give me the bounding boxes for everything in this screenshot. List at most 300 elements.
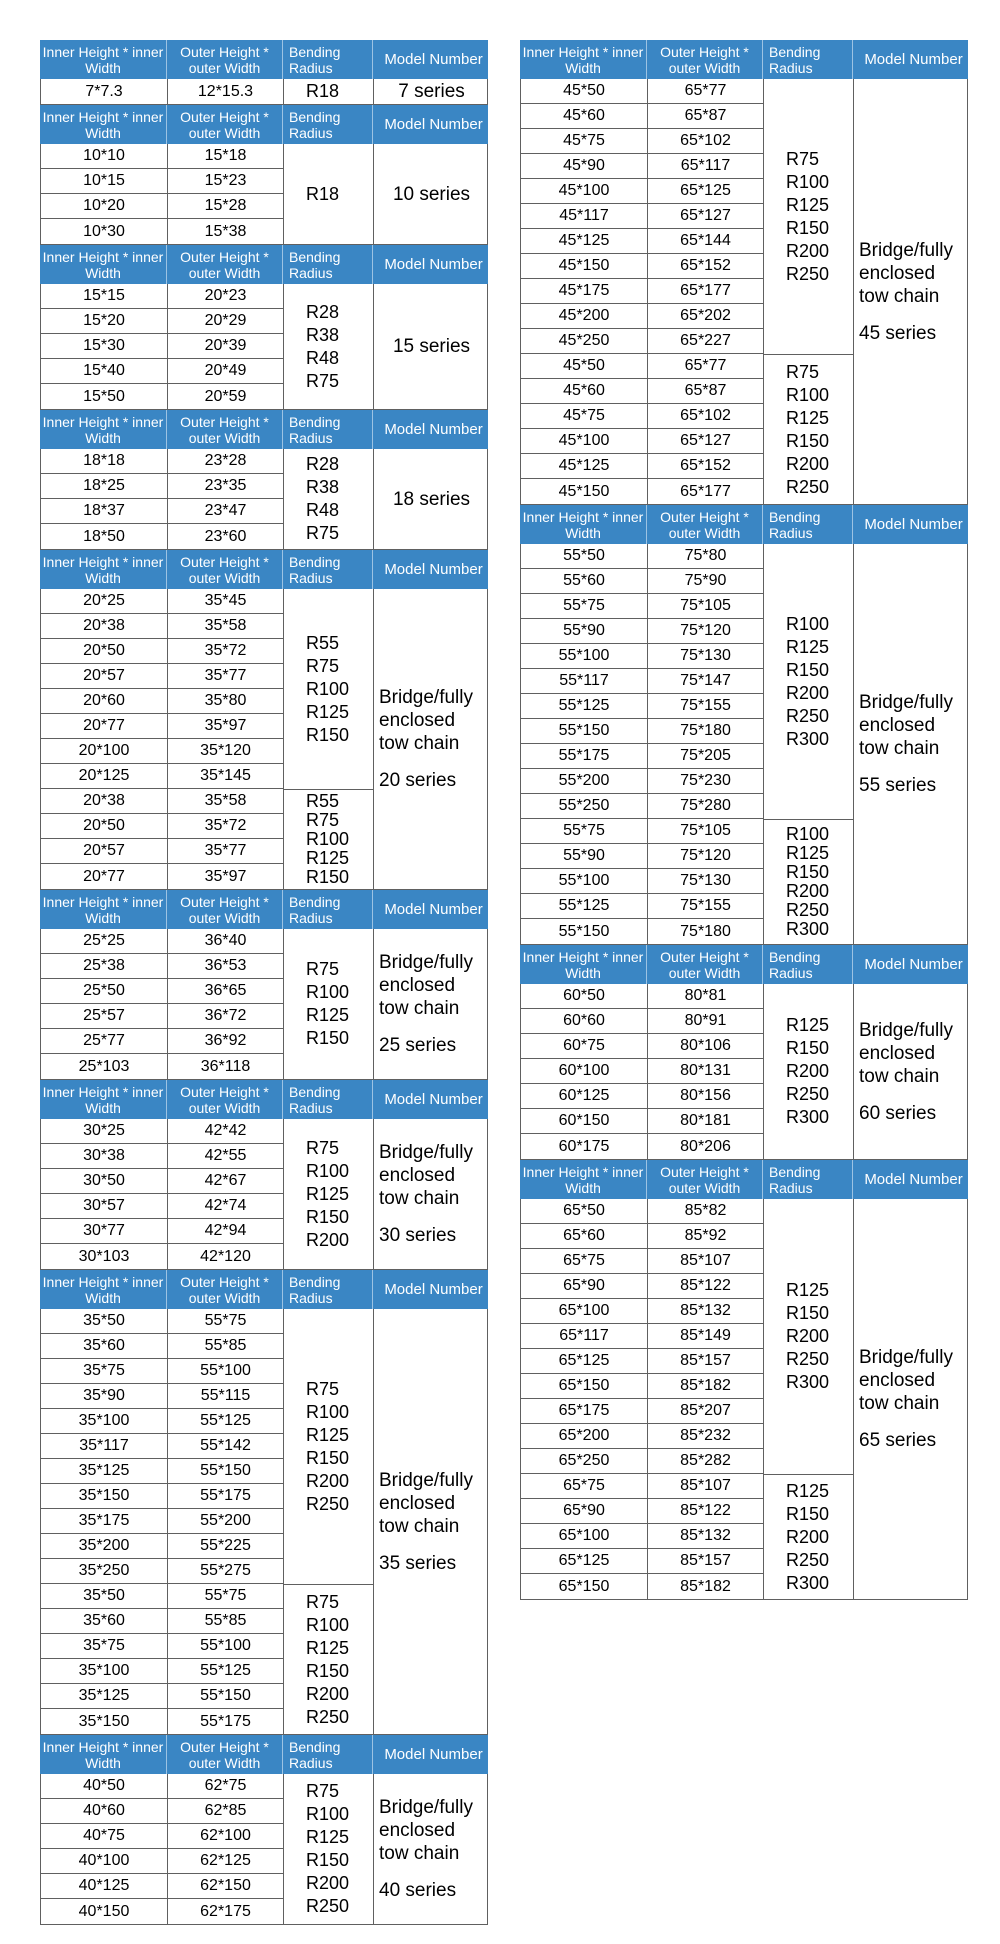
bending-radius-cell: R55 R75 R100 R125 R150 [284,589,374,789]
outer-dimension-cell: 75*230 [648,769,764,794]
outer-dimension-cell: 75*105 [648,819,764,844]
inner-dimension-cell: 65*90 [521,1274,648,1299]
outer-dimension-cell: 15*18 [168,144,284,169]
model-number-cell [374,284,489,409]
inner-dimension-cell: 15*15 [41,284,168,309]
outer-dimension-cell: 23*35 [168,474,284,499]
inner-dimension-cell: 30*38 [41,1144,168,1169]
inner-dimension-cell: 65*150 [521,1374,648,1399]
header-radius: Bending Radius [763,1160,853,1199]
header-inner: Inner Height * inner Width [40,1735,167,1774]
model-series: 18 series [392,488,471,510]
outer-dimension-cell: 42*42 [168,1119,284,1144]
outer-dimension-cell: 85*182 [648,1574,764,1599]
inner-dimension-cell: 55*100 [521,644,648,669]
outer-dimension-cell: 80*181 [648,1109,764,1134]
outer-dimension-cell: 35*80 [168,689,284,714]
inner-dimension-cell: 65*100 [521,1524,648,1549]
outer-dimension-cell: 35*97 [168,714,284,739]
outer-dimension-cell: 35*58 [168,789,284,814]
outer-dimension-cell: 35*77 [168,664,284,689]
header-outer: Outer Height * outer Width [647,1160,763,1199]
inner-dimension-cell: 30*50 [41,1169,168,1194]
outer-dimension-cell: 62*75 [168,1774,284,1799]
inner-dimension-cell: 55*60 [521,569,648,594]
header-inner: Inner Height * inner Width [40,1270,167,1309]
outer-dimension-cell: 35*72 [168,814,284,839]
header-inner: Inner Height * inner Width [40,105,167,144]
outer-dimension-cell: 23*60 [168,524,284,549]
bending-radius-cell: R18 [284,144,374,244]
inner-dimension-cell: 20*125 [41,764,168,789]
header-row [40,410,488,449]
model-text [379,1796,473,1902]
inner-dimension-cell: 18*37 [41,499,168,524]
header-radius: Bending Radius [763,505,853,544]
model-series: 60 series [859,1102,937,1124]
header-inner: Inner Height * inner Width [520,945,647,984]
series-block [40,1309,488,1735]
outer-dimension-cell: 75*180 [648,719,764,744]
inner-dimension-cell: 45*75 [521,404,648,429]
header-inner: Inner Height * inner Width [520,40,647,79]
outer-dimension-cell: 36*40 [168,929,284,954]
series-block [40,79,488,105]
inner-dimension-cell: 35*200 [41,1534,168,1559]
header-row [520,505,968,544]
series-block [40,1119,488,1270]
inner-dimension-cell: 55*50 [521,544,648,569]
outer-dimension-cell: 35*97 [168,864,284,889]
inner-dimension-cell: 40*75 [41,1824,168,1849]
bending-radius-cell: R75 R100 R125 R150 R200 R250 [764,354,854,504]
outer-dimension-cell: 36*92 [168,1029,284,1054]
outer-dimension-cell: 65*77 [648,79,764,104]
inner-dimension-cell: 65*50 [521,1199,648,1224]
outer-dimension-cell: 55*175 [168,1709,284,1734]
header-inner: Inner Height * inner Width [40,410,167,449]
inner-dimension-cell: 35*250 [41,1559,168,1584]
outer-dimension-cell: 75*90 [648,569,764,594]
model-text [393,335,470,358]
bending-radius-cell: R75 R100 R125 R150 R200 R250 [284,1584,374,1734]
header-row [40,1080,488,1119]
outer-dimension-cell: 65*102 [648,129,764,154]
outer-dimension-cell: 65*125 [648,179,764,204]
header-model: Model Number [864,515,963,533]
outer-dimension-cell: 75*155 [648,894,764,919]
inner-dimension-cell: 35*60 [41,1334,168,1359]
outer-dimension-cell: 15*23 [168,169,284,194]
bending-radius-cell: R18 [284,79,374,104]
inner-dimension-cell: 65*100 [521,1299,648,1324]
outer-dimension-cell: 20*49 [168,359,284,384]
outer-dimension-cell: 62*85 [168,1799,284,1824]
inner-dimension-cell: 55*125 [521,894,648,919]
outer-dimension-cell: 55*200 [168,1509,284,1534]
inner-dimension-cell: 35*50 [41,1584,168,1609]
header-model: Model Number [384,900,483,918]
outer-dimension-cell: 55*85 [168,1609,284,1634]
model-series: 30 series [379,1225,457,1246]
inner-dimension-cell: 55*200 [521,769,648,794]
outer-dimension-cell: 65*87 [648,104,764,129]
inner-dimension-cell: 55*250 [521,794,648,819]
header-radius: Bending Radius [283,105,373,144]
outer-dimension-cell: 85*122 [648,1274,764,1299]
bending-radius-cell: R75 R100 R125 R150 R200 R250 [284,1309,374,1584]
inner-dimension-cell: 40*50 [41,1774,168,1799]
series-block [40,589,488,890]
inner-dimension-cell: 18*18 [41,449,168,474]
outer-dimension-cell: 35*72 [168,639,284,664]
inner-dimension-cell: 45*50 [521,354,648,379]
model-text [398,80,465,103]
outer-dimension-cell: 65*117 [648,154,764,179]
model-number-cell [374,144,489,244]
outer-dimension-cell: 15*28 [168,194,284,219]
inner-dimension-cell: 10*10 [41,144,168,169]
model-number-cell [854,984,969,1159]
inner-dimension-cell: 35*75 [41,1359,168,1384]
inner-dimension-cell: 60*125 [521,1084,648,1109]
inner-dimension-cell: 20*77 [41,864,168,889]
model-type: Bridge/fully enclosed tow chain [379,687,473,754]
outer-dimension-cell: 85*232 [648,1424,764,1449]
outer-dimension-cell: 65*102 [648,404,764,429]
inner-dimension-cell: 55*75 [521,819,648,844]
model-text [859,691,953,797]
outer-dimension-cell: 65*127 [648,429,764,454]
header-inner: Inner Height * inner Width [520,505,647,544]
outer-dimension-cell: 80*131 [648,1059,764,1084]
bending-radius-cell: R75 R100 R125 R150 R200 [284,1119,374,1269]
outer-dimension-cell: 62*125 [168,1849,284,1874]
bending-radius-cell: R75 R100 R125 R150 [284,929,374,1079]
model-series: 25 series [379,1035,457,1056]
inner-dimension-cell: 10*30 [41,219,168,244]
outer-dimension-cell: 75*155 [648,694,764,719]
outer-dimension-cell: 35*58 [168,614,284,639]
model-series: 20 series [379,770,457,791]
inner-dimension-cell: 20*38 [41,614,168,639]
model-number-cell [854,544,969,944]
outer-dimension-cell: 42*67 [168,1169,284,1194]
header-model: Model Number [864,955,963,973]
outer-dimension-cell: 75*180 [648,919,764,944]
outer-dimension-cell: 55*150 [168,1459,284,1484]
header-radius: Bending Radius [283,890,373,929]
header-outer: Outer Height * outer Width [167,550,283,589]
inner-dimension-cell: 20*57 [41,839,168,864]
inner-dimension-cell: 35*125 [41,1459,168,1484]
outer-dimension-cell: 42*120 [168,1244,284,1269]
model-type: Bridge/fully enclosed tow chain [859,239,953,307]
inner-dimension-cell: 55*75 [521,594,648,619]
outer-dimension-cell: 75*120 [648,619,764,644]
model-text [379,951,473,1057]
header-inner: Inner Height * inner Width [40,890,167,929]
header-outer: Outer Height * outer Width [647,505,763,544]
header-model: Model Number [384,255,483,273]
model-number-cell [374,79,489,104]
series-block [40,1774,488,1925]
outer-dimension-cell: 75*147 [648,669,764,694]
outer-dimension-cell: 42*74 [168,1194,284,1219]
inner-dimension-cell: 15*40 [41,359,168,384]
model-type: Bridge/fully enclosed tow chain [379,1142,473,1209]
inner-dimension-cell: 20*57 [41,664,168,689]
inner-dimension-cell: 65*117 [521,1324,648,1349]
inner-dimension-cell: 45*100 [521,179,648,204]
inner-dimension-cell: 25*50 [41,979,168,1004]
inner-dimension-cell: 60*150 [521,1109,648,1134]
outer-dimension-cell: 80*81 [648,984,764,1009]
outer-dimension-cell: 35*145 [168,764,284,789]
outer-dimension-cell: 65*202 [648,304,764,329]
outer-dimension-cell: 85*282 [648,1449,764,1474]
inner-dimension-cell: 30*57 [41,1194,168,1219]
inner-dimension-cell: 60*100 [521,1059,648,1084]
inner-dimension-cell: 45*250 [521,329,648,354]
inner-dimension-cell: 55*90 [521,844,648,869]
inner-dimension-cell: 45*60 [521,104,648,129]
outer-dimension-cell: 62*175 [168,1899,284,1924]
outer-dimension-cell: 80*106 [648,1034,764,1059]
model-text [379,686,473,792]
inner-dimension-cell: 55*175 [521,744,648,769]
inner-dimension-cell: 30*103 [41,1244,168,1269]
outer-dimension-cell: 80*91 [648,1009,764,1034]
model-series: 65 series [859,1430,937,1451]
inner-dimension-cell: 35*125 [41,1684,168,1709]
bending-radius-cell: R125 R150 R200 R250 R300 [764,1474,854,1599]
inner-dimension-cell: 40*100 [41,1849,168,1874]
outer-dimension-cell: 85*207 [648,1399,764,1424]
outer-dimension-cell: 65*177 [648,479,764,504]
model-series: 40 series [379,1880,457,1901]
inner-dimension-cell: 65*125 [521,1349,648,1374]
header-radius: Bending Radius [283,1735,373,1774]
bending-radius-cell: R75 R100 R125 R150 R200 R250 [764,79,854,354]
header-row [520,40,968,79]
model-type: Bridge/fully enclosed tow chain [859,1347,953,1414]
model-series: 15 series [392,336,471,357]
header-row [40,890,488,929]
outer-dimension-cell: 65*127 [648,204,764,229]
outer-dimension-cell: 65*177 [648,279,764,304]
header-inner: Inner Height * inner Width [40,1080,167,1119]
header-outer: Outer Height * outer Width [647,40,763,79]
inner-dimension-cell: 25*57 [41,1004,168,1029]
inner-dimension-cell: 25*77 [41,1029,168,1054]
outer-dimension-cell: 75*105 [648,594,764,619]
outer-dimension-cell: 35*77 [168,839,284,864]
outer-dimension-cell: 85*107 [648,1249,764,1274]
outer-dimension-cell: 80*156 [648,1084,764,1109]
header-radius: Bending Radius [763,945,853,984]
inner-dimension-cell: 15*30 [41,334,168,359]
header-outer: Outer Height * outer Width [167,1080,283,1119]
outer-dimension-cell: 55*175 [168,1484,284,1509]
model-number-cell [854,1199,969,1599]
inner-dimension-cell: 10*20 [41,194,168,219]
outer-dimension-cell: 85*149 [648,1324,764,1349]
outer-dimension-cell: 75*205 [648,744,764,769]
outer-dimension-cell: 36*72 [168,1004,284,1029]
header-model: Model Number [384,1745,483,1763]
bending-radius-cell: R75 R100 R125 R150 R200 R250 [284,1774,374,1924]
outer-dimension-cell: 75*280 [648,794,764,819]
outer-dimension-cell: 20*29 [168,309,284,334]
outer-dimension-cell: 85*107 [648,1474,764,1499]
outer-dimension-cell: 65*144 [648,229,764,254]
inner-dimension-cell: 65*250 [521,1449,648,1474]
series-block [520,1199,968,1600]
model-number-cell [374,1119,489,1269]
header-model: Model Number [384,115,483,133]
outer-dimension-cell: 55*75 [168,1584,284,1609]
model-number-cell [374,1774,489,1924]
header-outer: Outer Height * outer Width [647,945,763,984]
inner-dimension-cell: 35*175 [41,1509,168,1534]
inner-dimension-cell: 35*100 [41,1409,168,1434]
outer-dimension-cell: 85*82 [648,1199,764,1224]
outer-dimension-cell: 55*100 [168,1634,284,1659]
outer-dimension-cell: 35*120 [168,739,284,764]
outer-dimension-cell: 55*125 [168,1659,284,1684]
header-model: Model Number [384,420,483,438]
inner-dimension-cell: 60*50 [521,984,648,1009]
model-number-cell [854,79,969,504]
inner-dimension-cell: 45*200 [521,304,648,329]
outer-dimension-cell: 65*87 [648,379,764,404]
bending-radius-cell: R28 R38 R48 R75 [284,284,374,409]
header-model: Model Number [864,1170,963,1188]
outer-dimension-cell: 75*120 [648,844,764,869]
inner-dimension-cell: 30*25 [41,1119,168,1144]
inner-dimension-cell: 65*125 [521,1549,648,1574]
outer-dimension-cell: 36*118 [168,1054,284,1079]
bending-radius-cell: R100 R125 R150 R200 R250 R300 [764,819,854,944]
inner-dimension-cell: 55*125 [521,694,648,719]
header-radius: Bending Radius [283,245,373,284]
inner-dimension-cell: 20*25 [41,589,168,614]
inner-dimension-cell: 45*90 [521,154,648,179]
inner-dimension-cell: 55*150 [521,719,648,744]
header-outer: Outer Height * outer Width [167,1735,283,1774]
model-series: 35 series [379,1552,457,1574]
inner-dimension-cell: 65*200 [521,1424,648,1449]
outer-dimension-cell: 80*206 [648,1134,764,1159]
outer-dimension-cell: 65*227 [648,329,764,354]
inner-dimension-cell: 10*15 [41,169,168,194]
outer-dimension-cell: 62*150 [168,1874,284,1899]
header-inner: Inner Height * inner Width [40,40,167,79]
inner-dimension-cell: 18*25 [41,474,168,499]
outer-dimension-cell: 85*157 [648,1349,764,1374]
outer-dimension-cell: 23*28 [168,449,284,474]
outer-dimension-cell: 36*53 [168,954,284,979]
outer-dimension-cell: 42*94 [168,1219,284,1244]
model-text [859,1346,953,1452]
outer-dimension-cell: 42*55 [168,1144,284,1169]
inner-dimension-cell: 45*75 [521,129,648,154]
bending-radius-cell: R28 R38 R48 R75 [284,449,374,549]
inner-dimension-cell: 55*90 [521,619,648,644]
outer-dimension-cell: 20*23 [168,284,284,309]
model-text [393,488,470,511]
outer-dimension-cell: 55*100 [168,1359,284,1384]
series-block [40,284,488,410]
inner-dimension-cell: 20*77 [41,714,168,739]
outer-dimension-cell: 85*157 [648,1549,764,1574]
inner-dimension-cell: 45*60 [521,379,648,404]
inner-dimension-cell: 55*117 [521,669,648,694]
outer-dimension-cell: 65*77 [648,354,764,379]
inner-dimension-cell: 18*50 [41,524,168,549]
outer-dimension-cell: 20*39 [168,334,284,359]
inner-dimension-cell: 40*125 [41,1874,168,1899]
model-text [859,239,953,345]
inner-dimension-cell: 35*150 [41,1709,168,1734]
outer-dimension-cell: 55*75 [168,1309,284,1334]
inner-dimension-cell: 45*150 [521,479,648,504]
series-block [520,79,968,505]
series-block [40,449,488,550]
outer-dimension-cell: 55*115 [168,1384,284,1409]
header-row [40,1735,488,1774]
outer-dimension-cell: 65*152 [648,454,764,479]
header-radius: Bending Radius [283,410,373,449]
model-number-cell [374,449,489,549]
outer-dimension-cell: 85*132 [648,1299,764,1324]
outer-dimension-cell: 65*152 [648,254,764,279]
header-radius: Bending Radius [283,550,373,589]
header-row [40,40,488,79]
inner-dimension-cell: 35*75 [41,1634,168,1659]
outer-dimension-cell: 62*100 [168,1824,284,1849]
model-number-cell [374,929,489,1079]
outer-dimension-cell: 75*130 [648,644,764,669]
model-number-cell [374,1309,489,1734]
outer-dimension-cell: 55*275 [168,1559,284,1584]
model-number-cell [374,589,489,889]
outer-dimension-cell: 36*65 [168,979,284,1004]
inner-dimension-cell: 55*150 [521,919,648,944]
model-text [379,1469,473,1575]
inner-dimension-cell: 35*117 [41,1434,168,1459]
inner-dimension-cell: 60*75 [521,1034,648,1059]
outer-dimension-cell: 55*150 [168,1684,284,1709]
header-outer: Outer Height * outer Width [167,1270,283,1309]
header-outer: Outer Height * outer Width [167,890,283,929]
model-type: Bridge/fully enclosed tow chain [379,1797,473,1864]
inner-dimension-cell: 35*50 [41,1309,168,1334]
inner-dimension-cell: 20*50 [41,814,168,839]
inner-dimension-cell: 35*90 [41,1384,168,1409]
header-model: Model Number [384,1090,483,1108]
inner-dimension-cell: 45*50 [521,79,648,104]
inner-dimension-cell: 45*125 [521,454,648,479]
header-outer: Outer Height * outer Width [167,40,283,79]
header-row [40,245,488,284]
series-block [520,984,968,1160]
inner-dimension-cell: 45*175 [521,279,648,304]
outer-dimension-cell: 75*130 [648,869,764,894]
model-series: 45 series [859,322,937,344]
bending-radius-cell: R125 R150 R200 R250 R300 [764,984,854,1159]
